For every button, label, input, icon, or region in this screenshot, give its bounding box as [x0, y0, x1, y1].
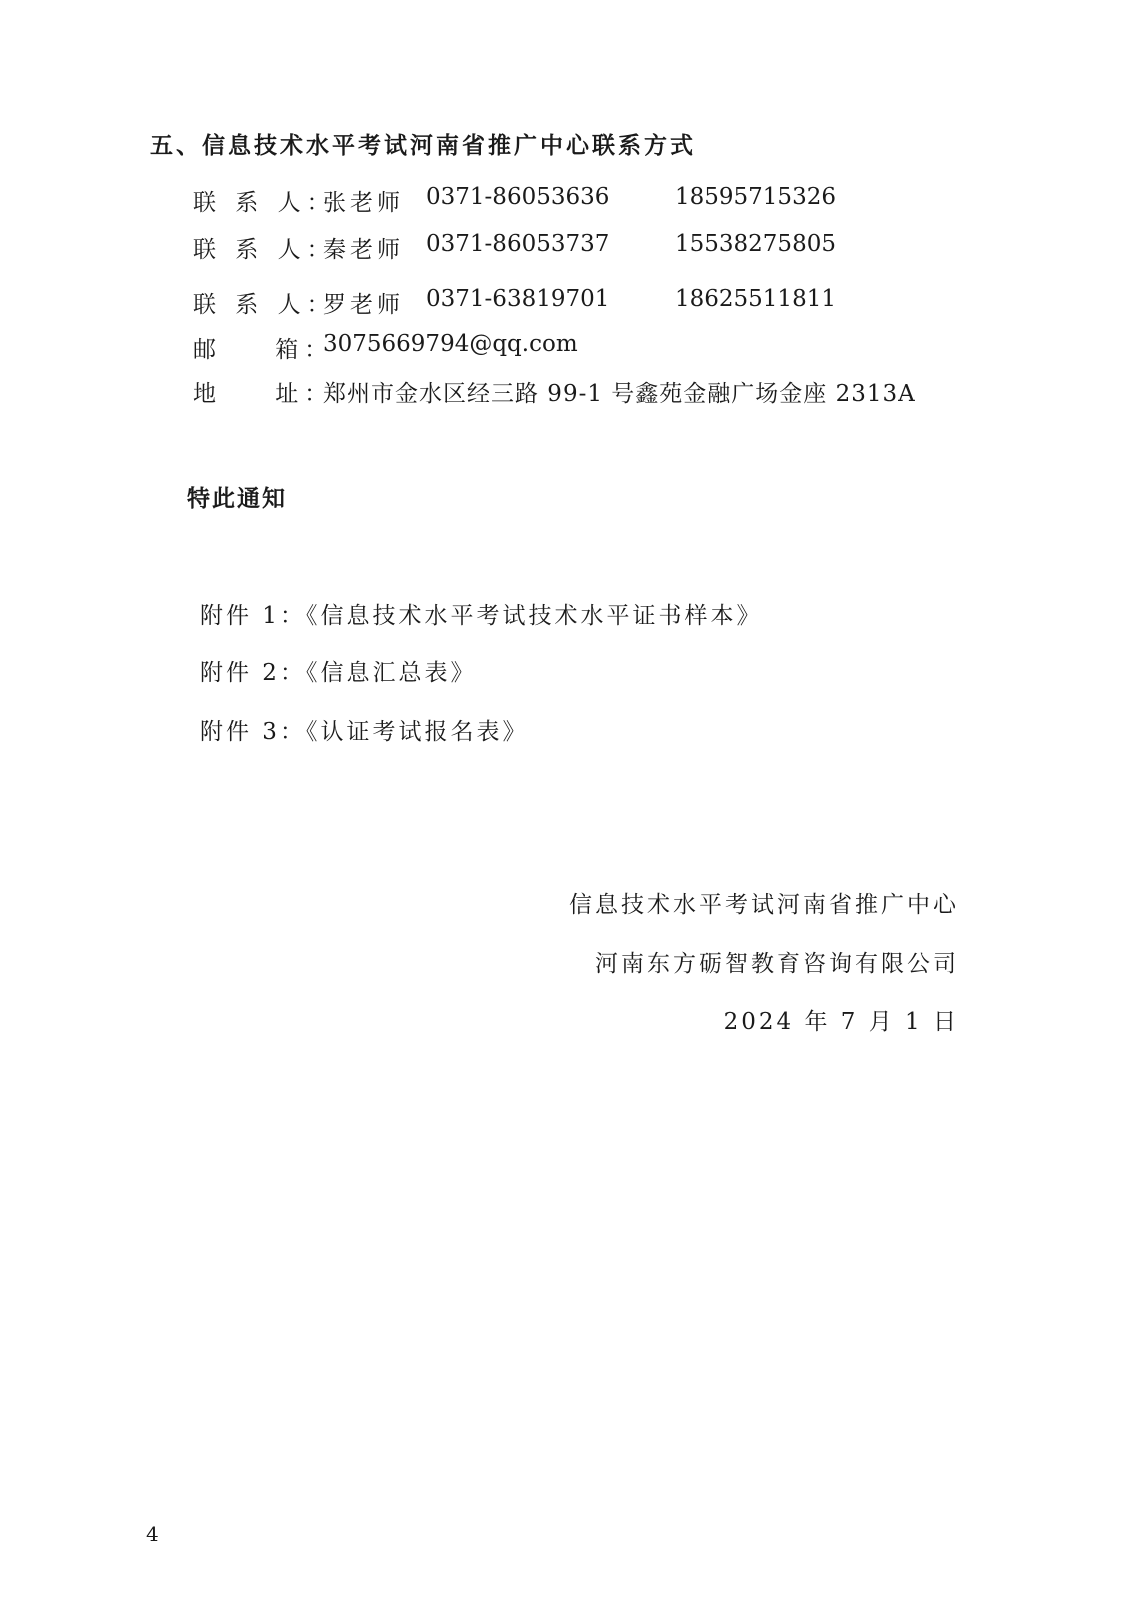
email-value: 3075669794@qq.com: [323, 331, 578, 357]
address-label: 地 址：: [193, 381, 334, 407]
signature-org-1: 信息技术水平考试河南省推广中心: [569, 892, 959, 918]
contact-phone: 0371-86053737: [426, 231, 610, 257]
contact-name: 张老师: [323, 190, 404, 216]
contact-phone: 0371-63819701: [426, 286, 610, 312]
email-label: 邮 箱：: [193, 337, 334, 363]
attachment-item: 附件 1：《信息技术水平考试技术水平证书样本》: [200, 603, 763, 629]
contact-phone: 0371-86053636: [426, 184, 610, 210]
address-value: 郑州市金水区经三路 99-1 号鑫苑金融广场金座 2313A: [323, 381, 916, 407]
contact-label: 联 系 人：: [193, 292, 336, 318]
section-heading: 五、信息技术水平考试河南省推广中心联系方式: [150, 133, 696, 159]
attachment-item: 附件 3：《认证考试报名表》: [200, 719, 529, 745]
contact-name: 秦老师: [323, 237, 404, 263]
contact-mobile: 15538275805: [675, 231, 836, 257]
contact-mobile: 18625511811: [675, 286, 836, 312]
signature-org-2: 河南东方砺智教育咨询有限公司: [595, 951, 959, 977]
closing-text: 特此通知: [187, 486, 287, 512]
contact-label: 联 系 人：: [193, 237, 336, 263]
page-number: 4: [146, 1522, 159, 1546]
attachment-item: 附件 2：《信息汇总表》: [200, 660, 477, 686]
contact-label: 联 系 人：: [193, 190, 336, 216]
contact-mobile: 18595715326: [675, 184, 836, 210]
contact-name: 罗老师: [323, 292, 404, 318]
signature-date: 2024 年 7 月 1 日: [723, 1009, 959, 1035]
